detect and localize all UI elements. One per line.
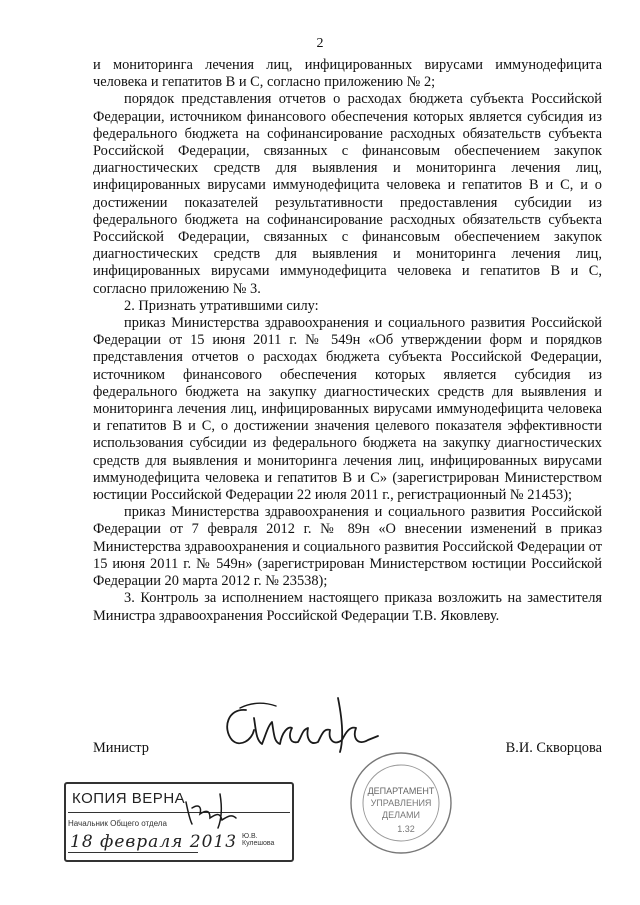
paragraph-appendix-3: порядок представления отчетов о расходах бюджета субъекта Российской Федерации, источником финансового обеспечения которых является субсидия из федерального бюджета на софинансирование расходных обязательств субъекта Российской Федерации, связанных с финансовым обеспечением закупок диагностических средств для выявления и мониторинга лечения лиц, инфицированных вирусами иммунодефицита человека и гепатитов В и С, и о достижении показателей результативности предоставления субсидии из федерального бюджета на софинансирование расходных обязательств субъекта Российской Федерации, связанных с финансовым обеспечением закупок диагностических средств для выявления и мониторинга лечения лиц, инфицированных вирусами иммунодефицита человека и гепатитов В и С, согласно приложению № 3. [93,91,602,297]
document-body [93,57,602,625]
copy-stamp-title: КОПИЯ ВЕРНА [72,790,186,807]
round-stamp-line1: ДЕПАРТАМЕНТ [367,786,435,796]
copy-certification-stamp [64,782,294,862]
copy-stamp-date: 18 февраля 2013 [70,832,238,852]
paragraph-item-3: 3. Контроль за исполнением настоящего приказа возложить на заместителя Министра здравоохранения Российской Федерации Т.В. Яковлеву. [93,590,602,624]
copy-stamp-date-line [68,852,198,853]
round-stamp-line2: УПРАВЛЕНИЯ [370,798,432,808]
paragraph-item-2: 2. Признать утратившими силу: [124,297,319,314]
round-stamp [346,748,456,858]
copy-stamp-signature [180,788,250,830]
copy-stamp-name: Ю.В. Кулешова [242,833,275,847]
round-stamp-line3: ДЕЛАМИ [382,810,420,820]
minister-title: Министр [93,740,149,756]
page-number: 2 [316,36,324,51]
minister-name: В.И. Скворцова [505,740,602,756]
copy-stamp-divider [68,812,290,813]
paragraph-appendix-2: и мониторинга лечения лиц, инфицированных вирусами иммунодефицита человека и гепатитов В и С, согласно приложению № 2; [93,57,602,91]
paragraph-order-549n: приказ Министерства здравоохранения и социального развития Российской Федерации от 15 июня 2011 г. № 549н «Об утверждении форм и порядков представления отчетов о расходах бюджета субъекта Российской Федерации, источником финансового обеспечения которых является субсидия из федерального бюджета на закупку диагностических средств для выявления и мониторинга лечения лиц, инфицированных вирусами иммунодефицита человека и гепатитов В и С, о достижении значения целевого показателя эффективности использования субсидии из федерального бюджета на закупку диагностических средств для выявления и мониторинга лечения лиц, инфицированных вирусами иммунодефицита человека и гепатитов В и С» (зарегистрирован Министерством юстиции Российской Федерации 22 июля 2011 г., регистрационный № 21453); [93,315,602,504]
paragraph-order-89n: приказ Министерства здравоохранения и социального развития Российской Федерации от 7 февраля 2012 г. № 89н «О внесении изменений в приказ Министерства здравоохранения и социального развития Российской Федерации от 15 июня 2011 г. № 549н» (зарегистрирован Министерством юстиции Российской Федерации 20 марта 2012 г. № 23538); [93,504,602,590]
round-stamp-number: 1.32 [397,824,415,834]
copy-stamp-role: Начальник Общего отдела [68,819,167,828]
